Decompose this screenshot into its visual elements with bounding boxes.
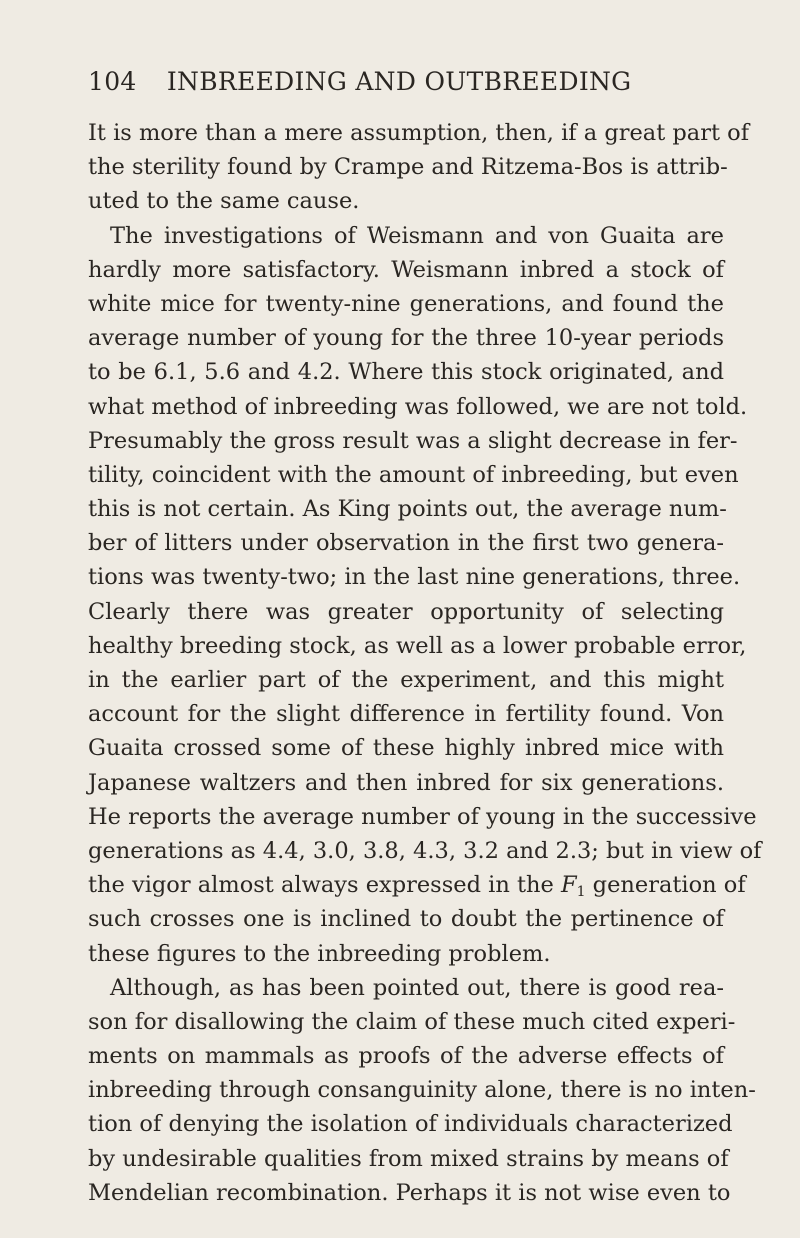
text-line: ments on mammals as proofs of the adverse effects of — [88, 1043, 724, 1070]
generation-symbol: F — [560, 872, 577, 899]
generation-subscript: 1 — [576, 884, 586, 901]
paragraph-start-line: Although, as has been pointed out, there is good rea- — [110, 974, 724, 1001]
text-line: It is more than a mere assumption, then, if a great part of — [88, 120, 750, 146]
body-text — [88, 116, 762, 1210]
text-line: by undesirable qualities from mixed strains by means of — [88, 1145, 729, 1172]
text-line: Japanese waltzers and then inbred for six generations. — [88, 769, 724, 796]
text-line: these figures to the inbreeding problem. — [88, 940, 551, 967]
text-line: He reports the average number of young in the successive — [88, 803, 757, 830]
text-line: Presumably the gross result was a slight decrease in fer- — [88, 427, 738, 454]
text-line: Guaita crossed some of these highly inbred mice with — [88, 735, 724, 762]
text-line: account for the slight difference in fertility found. Von — [88, 701, 724, 728]
text-line-with-symbol — [88, 868, 746, 902]
running-title: INBREEDING AND OUTBREEDING — [166, 67, 632, 96]
text-line: healthy breeding stock, as well as a lower probable error, — [88, 632, 747, 659]
text-line: tion of denying the isolation of individuals characterized — [88, 1111, 733, 1138]
text-line: generations as 4.4, 3.0, 3.8, 4.3, 3.2 and 2.3; but in view of — [88, 837, 762, 864]
text-line: tility, coincident with the amount of inbreeding, but even — [88, 461, 739, 488]
text-line: inbreeding through consanguinity alone, there is no inten- — [88, 1077, 756, 1104]
text-line: tions was twenty-two; in the last nine generations, three. — [88, 564, 741, 591]
paragraph-start-line: The investigations of Weismann and von Guaita are — [110, 222, 724, 249]
text-fragment: the vigor almost always expressed in the — [88, 872, 561, 899]
text-line: the sterility found by Crampe and Ritzema-Bos is attrib- — [88, 154, 728, 181]
text-line: hardly more satisfactory. Weismann inbred a stock of — [88, 256, 724, 283]
text-line: Clearly there was greater opportunity of selecting — [88, 598, 724, 625]
text-line: to be 6.1, 5.6 and 4.2. Where this stock originated, and — [88, 359, 724, 386]
text-line: son for disallowing the claim of these much cited experi- — [88, 1008, 736, 1035]
text-line: white mice for twenty-nine generations, and found the — [88, 290, 724, 317]
text-line: what method of inbreeding was followed, we are not told. — [88, 393, 748, 420]
text-line: average number of young for the three 10-year periods — [88, 325, 724, 352]
page-header — [88, 62, 688, 102]
text-line: this is not certain. As King points out, the average num- — [88, 496, 727, 523]
page-number: 104 — [88, 67, 137, 96]
text-line: Mendelian recombination. Perhaps it is not wise even to — [88, 1179, 731, 1206]
text-fragment: generation of — [585, 872, 746, 899]
text-line: uted to the same cause. — [88, 188, 360, 215]
text-line: ber of litters under observation in the first two genera- — [88, 530, 724, 557]
text-line: such crosses one is inclined to doubt the pertinence of — [88, 906, 724, 933]
text-line: in the earlier part of the experiment, and this might — [88, 667, 724, 693]
